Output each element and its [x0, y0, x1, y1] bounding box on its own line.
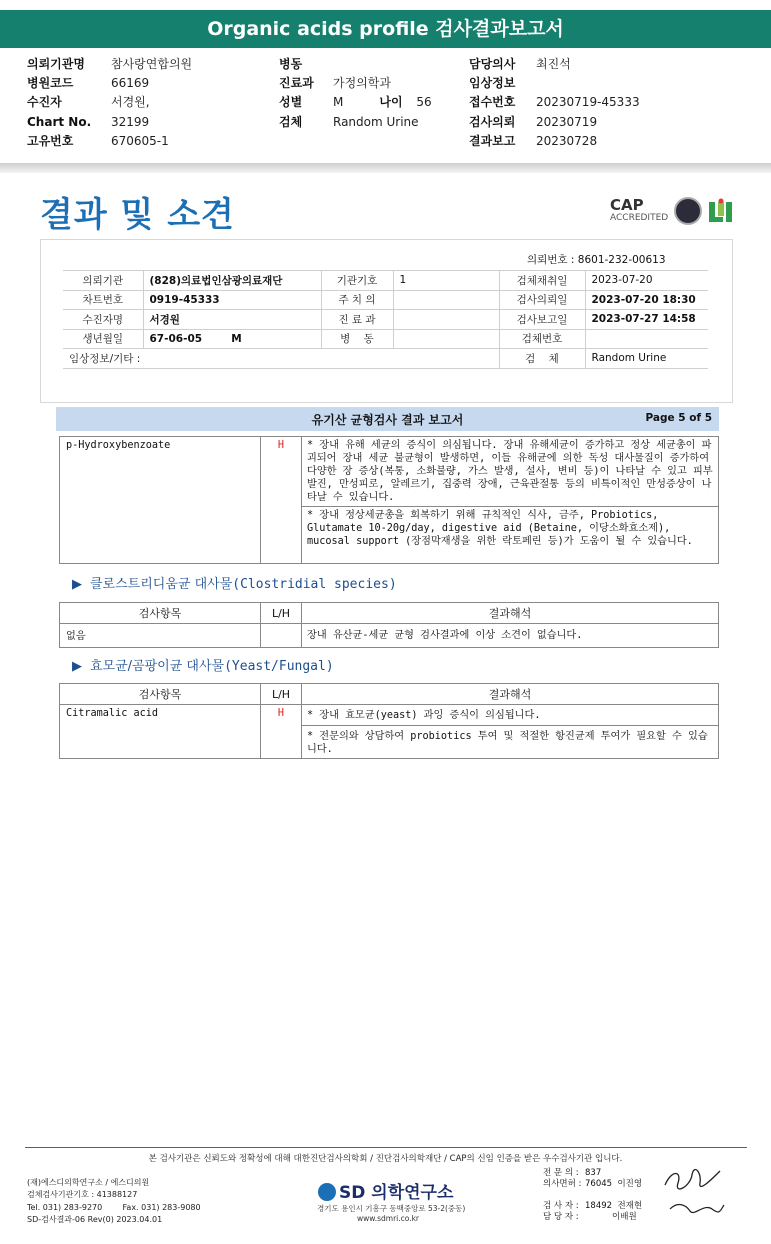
label: 담당의사: [469, 57, 516, 71]
value: 이배원: [585, 1212, 637, 1222]
label: 의뢰기관명: [27, 57, 85, 71]
cell: 서경원: [143, 310, 321, 330]
footer-rule: [25, 1147, 747, 1148]
report-banner: Organic acids profile 검사결과보고서: [0, 10, 771, 48]
footer-staff: [543, 1168, 642, 1223]
cell: 2023-07-20 18:30: [585, 290, 708, 310]
section-clostridial: [72, 573, 397, 592]
cell: Random Urine: [585, 349, 708, 369]
cell: 2023-07-27 14:58: [585, 310, 708, 330]
report-title: 유기산 균형검사 결과 보고서: [311, 413, 464, 427]
cell: 검사보고일: [499, 310, 585, 330]
label: Chart No.: [27, 114, 92, 129]
label: 의사면허 :: [543, 1179, 582, 1189]
value: 최진석: [536, 57, 571, 71]
table-row: [60, 437, 719, 507]
triangle-icon: ▶: [72, 659, 82, 674]
lh-flag: [261, 624, 302, 648]
sd-logo-icon: [318, 1183, 336, 1201]
cell: 주 치 의: [321, 290, 393, 310]
accreditation-logos: [610, 197, 734, 225]
triangle-icon: ▶: [72, 577, 82, 592]
section-yeast: [72, 655, 334, 674]
lh-flag: H: [261, 705, 302, 759]
value: 20230719-45333: [536, 95, 640, 110]
value: 참사랑연합의원: [111, 57, 193, 71]
cell: 67-06-05 M: [143, 329, 321, 349]
label: 검 사 자 :: [543, 1201, 579, 1211]
cell: 0919-45333: [143, 290, 321, 310]
interpretation: * 장내 효모균(yeast) 과잉 증식이 의심됩니다.: [302, 705, 719, 726]
header-cell: L/H: [261, 603, 302, 624]
age-value: 56: [416, 95, 432, 110]
lh-flag: H: [261, 437, 302, 564]
table-row: [63, 349, 708, 369]
signature-icon: [660, 1165, 730, 1224]
section-title: 클로스트리디움균 대사물: [90, 577, 233, 592]
footer-lab-info: [27, 1177, 201, 1226]
table-header: [60, 603, 719, 624]
label: 담 당 자 :: [543, 1212, 579, 1222]
header-col-1: [27, 55, 192, 151]
test-item: p-Hydroxybenzoate: [60, 437, 261, 564]
cell: [393, 290, 499, 310]
lm-logo-icon: [708, 198, 734, 224]
footer-note: 본 검사기관은 신뢰도와 정확성에 대해 대한진단검사의학회 / 진단검사의학재단 / CAP의 신임 인증을 받은 우수검사기관 입니다.: [148, 1154, 623, 1164]
label: 고유번호: [27, 133, 74, 148]
cell: 임상정보/기타 :: [63, 349, 321, 369]
lab-name: (재)에스디의학연구소 / 에스디의원: [27, 1178, 150, 1187]
result-table-3: [59, 683, 719, 759]
cell: 검사의뢰일: [499, 290, 585, 310]
cap-text: CAP: [610, 195, 644, 214]
footer-address: 경기도 용인시 기흥구 동백중앙로 53-2(중동): [317, 1204, 466, 1213]
section-title-en: (Clostridial species): [232, 577, 397, 592]
value: 76045 이진영: [585, 1179, 643, 1189]
cell: 검 체: [499, 349, 585, 369]
cell: 생년월일: [63, 329, 143, 349]
value: 670605-1: [111, 133, 169, 148]
patient-info-table: [63, 270, 708, 369]
value: Random Urine: [333, 114, 419, 129]
interpretation: * 전문의와 상담하여 probiotics 투여 및 적절한 항진균제 투여가 필요할 수 있습니다.: [302, 726, 719, 759]
cell: (828)의료법인삼광의료재단: [143, 271, 321, 291]
cell: 1: [393, 271, 499, 291]
cap-logo: [610, 195, 669, 223]
cell: [393, 349, 499, 369]
value: M: [333, 95, 344, 110]
label: 접수번호: [469, 95, 516, 110]
sd-logo: [318, 1178, 453, 1203]
interpretation: * 장내 유해 세균의 증식이 의심됩니다. 장내 유해세균이 증가하고 정상 세균총이 파괴되어 장내 세균 불균형이 발생하면, 이들 유해균에 의한 독성 대사물질이 증가하여 다양한 장 증상(복통, 소화불량, 가스 발생, 설사, 변비 등)이 나타날 수 있고 피부발진, 만성피로, 알레르기, 집중력 장애, 근육관절통 등의 비특이적인 만성증상이 나타날 수 있습니다.: [302, 437, 719, 507]
report-title-bar: [56, 407, 719, 431]
sd-logo-text: SD 의학연구소: [339, 1183, 454, 1203]
cell: [321, 349, 393, 369]
cap-sub: ACCREDITED: [610, 212, 669, 223]
value: 66169: [111, 76, 150, 91]
cell: 차트번호: [63, 290, 143, 310]
header-col-3: [469, 55, 640, 151]
label: 전 문 의 :: [543, 1168, 579, 1178]
table-row: [63, 329, 708, 349]
label: 결과보고: [469, 133, 516, 148]
lab-contact: Tel. 031) 283-9270 Fax. 031) 283-9080: [27, 1202, 201, 1212]
header-cell: 검사항목: [60, 603, 261, 624]
cell: 병 동: [321, 329, 393, 349]
cell: 진 료 과: [321, 310, 393, 330]
value: 837: [585, 1168, 602, 1178]
cell: 의뢰기관: [63, 271, 143, 291]
value: 가정의학과: [333, 76, 391, 91]
lab-code: 검체검사기관기호 : 41388127: [27, 1190, 138, 1200]
label: 검사의뢰: [469, 114, 516, 129]
header-col-2: [279, 55, 432, 132]
cell: [585, 329, 708, 349]
cell: 기관기호: [321, 271, 393, 291]
header-cell: L/H: [261, 684, 302, 705]
label: 임상정보: [469, 76, 516, 91]
value: 20230719: [536, 114, 598, 129]
table-row: [60, 705, 719, 726]
test-item: Citramalic acid: [60, 705, 261, 759]
value: 20230728: [536, 133, 598, 148]
value: 18492 전재현: [585, 1201, 643, 1211]
table-row: [63, 271, 708, 291]
seal-icon: [674, 197, 702, 225]
cell: 2023-07-20: [585, 271, 708, 291]
result-table-1: [59, 436, 719, 564]
table-row: [60, 624, 719, 648]
page-number: Page 5 of 5: [645, 412, 712, 424]
table-row: [63, 310, 708, 330]
label: 병동: [279, 57, 303, 71]
section-title: 효모균/곰팡이균 대사물: [90, 659, 225, 674]
label: 수진자: [27, 95, 62, 110]
cell: [393, 329, 499, 349]
label: [543, 1190, 585, 1201]
label: 진료과: [279, 76, 314, 91]
divider: [0, 163, 771, 173]
label: 병원코드: [27, 76, 74, 91]
doc-rev: SD-검사결과-06 Rev(0) 2023.04.01: [27, 1214, 163, 1224]
request-number: 의뢰번호 : 8601-232-00613: [527, 254, 666, 266]
section-title-en: (Yeast/Fungal): [224, 659, 334, 674]
value: 서경원,: [111, 95, 150, 110]
header-cell: 검사항목: [60, 684, 261, 705]
interpretation: 장내 유산균-세균 균형 검사결과에 이상 소견이 없습니다.: [302, 624, 719, 648]
footer-url: www.sdmri.co.kr: [357, 1214, 420, 1223]
cell: 수진자명: [63, 310, 143, 330]
cell: [393, 310, 499, 330]
result-table-2: [59, 602, 719, 648]
test-item: 없음: [60, 624, 261, 648]
cell: 검체번호: [499, 329, 585, 349]
header-cell: 결과해석: [302, 603, 719, 624]
page-title: 결과 및 소견: [40, 195, 235, 235]
cell: 검체채취일: [499, 271, 585, 291]
label: 성별: [279, 95, 303, 110]
interpretation: * 장내 정상세균총을 회복하기 위해 규칙적인 식사, 금주, Probiotics, Glutamate 10-20g/day, digestive aid (Betaine, 이당소화효소제), mucosal support (장점막재생을 위한 락토페린 등)가 도움이 될 수 있습니다.: [302, 507, 719, 564]
table-header: [60, 684, 719, 705]
table-row: [63, 290, 708, 310]
value: 32199: [111, 114, 150, 129]
header-cell: 결과해석: [302, 684, 719, 705]
label: 검체: [279, 114, 303, 129]
age-label: 나이: [379, 95, 403, 110]
